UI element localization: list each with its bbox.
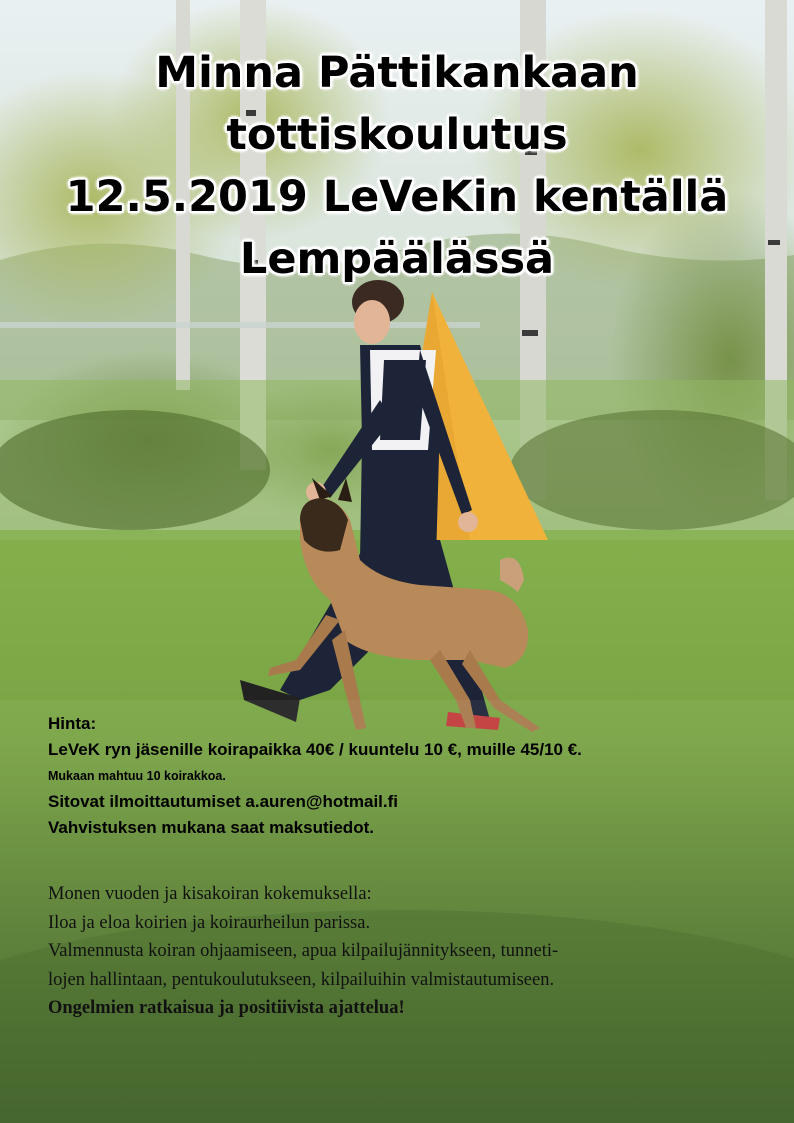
signup-line: Sitovat ilmoittautumiset a.auren@hotmail.fi: [48, 792, 399, 811]
title-line-4: Lempäälässä: [239, 234, 555, 284]
description-line-1: Monen vuoden ja kisakoiran kokemuksella:: [48, 884, 372, 904]
confirmation-line: Vahvistuksen mukana saat maksutiedot.: [48, 818, 374, 837]
description-line-4: lojen hallintaan, pentukoulutukseen, kilpailuihin valmistautumiseen.: [48, 969, 555, 990]
poster-title: [0, 42, 794, 290]
capacity-note: Mukaan mahtuu 10 koirakkoa.: [48, 769, 226, 783]
title-line-2: tottiskoulutus: [226, 110, 568, 160]
description-line-2: Iloa ja eloa koirien ja koiraurheilun parissa.: [48, 912, 371, 933]
price-line: LeVeK ryn jäsenille koirapaikka 40€ / kuuntelu 10 €, muille 45/10 €.: [48, 740, 582, 759]
title-line-1: Minna Pättikankaan: [155, 48, 639, 98]
description-line-3: Valmennusta koiran ohjaamiseen, apua kilpailujännitykseen, tunneti-: [48, 941, 559, 961]
description-block: [48, 880, 778, 1023]
description-line-5: Ongelmien ratkaisua ja positiivista ajattelua!: [48, 998, 405, 1018]
price-info-block: [48, 712, 582, 841]
title-line-3: 12.5.2019 LeVeKin kentällä: [65, 172, 729, 222]
price-heading: Hinta:: [48, 714, 97, 733]
